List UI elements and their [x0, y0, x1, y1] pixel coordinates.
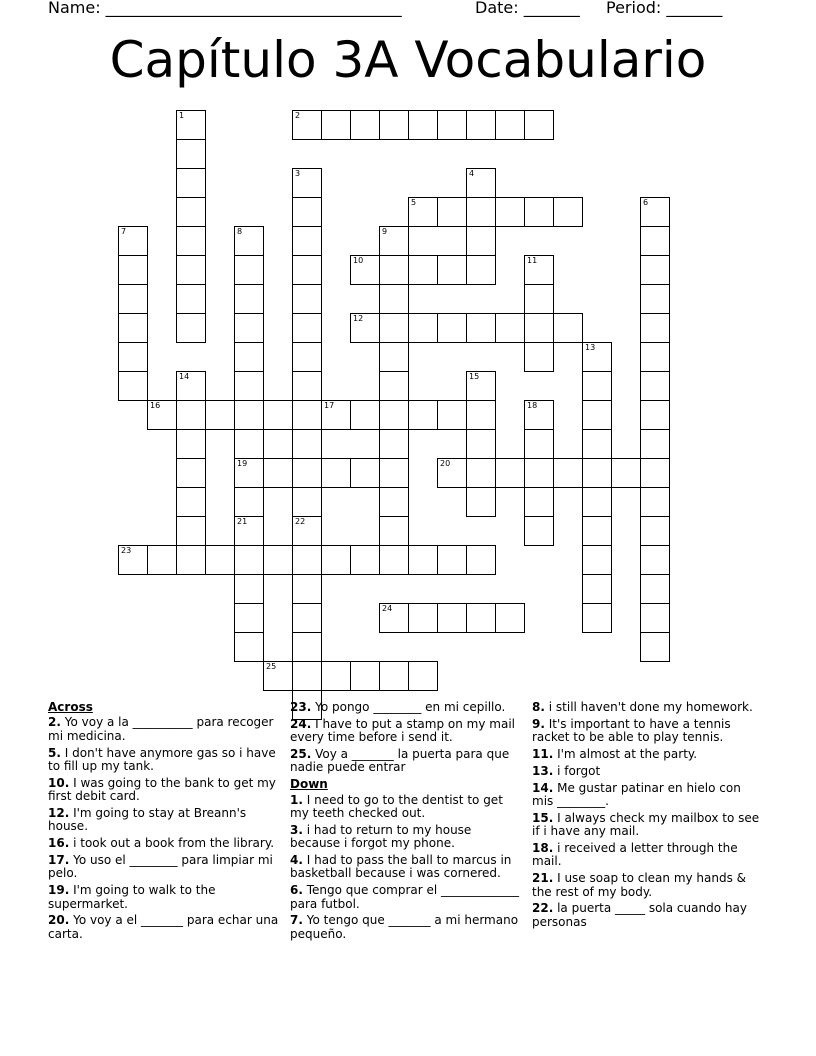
clue-number: 15.: [532, 810, 554, 825]
clue-item: [48, 747, 280, 774]
clue-item: [532, 842, 764, 869]
clue-number: 16.: [48, 836, 70, 851]
crossword-cell[interactable]: [582, 487, 612, 517]
crossword-cell[interactable]: [292, 574, 322, 604]
clue-item: [532, 812, 764, 839]
clue-text: I'm almost at the party.: [557, 747, 698, 761]
crossword-cell[interactable]: [379, 661, 409, 691]
clue-text: Yo voy a el _______ para echar una carta.: [48, 913, 279, 941]
crossword-cell[interactable]: [176, 110, 206, 140]
clue-text: I use soap to clean my hands & the rest of my body.: [532, 871, 747, 899]
crossword-cell[interactable]: [582, 516, 612, 546]
clue-text: Yo tengo que _______ a mi hermano pequeño.: [290, 913, 519, 941]
crossword-cell[interactable]: [524, 197, 554, 227]
crossword-cell[interactable]: [292, 429, 322, 459]
clues-column-2: [290, 701, 522, 945]
crossword-cell[interactable]: [379, 226, 409, 256]
crossword-cell[interactable]: [408, 197, 438, 227]
crossword-cell[interactable]: [176, 371, 206, 401]
crossword-cell[interactable]: [524, 284, 554, 314]
crossword-cell[interactable]: [292, 197, 322, 227]
crossword-cell[interactable]: [292, 516, 322, 546]
crossword-cell[interactable]: [350, 458, 380, 488]
clue-text: i received a letter through the mail.: [532, 841, 738, 869]
crossword-cell[interactable]: [292, 603, 322, 633]
crossword-cell[interactable]: [176, 545, 206, 575]
clue-number: 7.: [290, 913, 303, 928]
clue-item: [48, 716, 280, 743]
date-field-label[interactable]: Date: _______: [475, 0, 580, 17]
crossword-cell[interactable]: [292, 661, 322, 691]
crossword-cell[interactable]: [640, 226, 670, 256]
crossword-cell[interactable]: [582, 342, 612, 372]
clue-number: 3.: [290, 822, 303, 837]
crossword-cell[interactable]: [350, 313, 380, 343]
clue-item: [290, 748, 522, 775]
crossword-cell[interactable]: [292, 545, 322, 575]
crossword-cell[interactable]: [553, 197, 583, 227]
crossword-cell[interactable]: [466, 487, 496, 517]
clue-number: 11.: [532, 747, 554, 761]
cell-number: 16: [150, 401, 161, 410]
clue-text: I was going to the bank to get my first debit card.: [48, 775, 276, 804]
clue-item: [48, 777, 280, 804]
crossword-cell[interactable]: [640, 603, 670, 633]
clue-text: i had to return to my house because i forgot my phone.: [290, 822, 472, 851]
cell-number: 23: [121, 546, 132, 555]
clue-text: la puerta _____ sola cuando hay personas: [532, 901, 747, 929]
page-title: Capítulo 3A Vocabulario: [109, 31, 707, 89]
cell-number: 14: [179, 372, 190, 381]
clue-number: 14.: [532, 780, 554, 795]
crossword-cell[interactable]: [495, 313, 525, 343]
clue-number: 20.: [48, 913, 70, 928]
crossword-cell[interactable]: [205, 400, 235, 430]
crossword-cell[interactable]: [553, 458, 583, 488]
cell-number: 18: [527, 401, 538, 410]
crossword-cell[interactable]: [292, 400, 322, 430]
crossword-cell[interactable]: [234, 371, 264, 401]
crossword-cell[interactable]: [466, 458, 496, 488]
crossword-cell[interactable]: [176, 255, 206, 285]
crossword-cell[interactable]: [147, 545, 177, 575]
crossword-cell[interactable]: [640, 284, 670, 314]
crossword-cell[interactable]: [176, 400, 206, 430]
clue-item: [532, 718, 764, 745]
crossword-cell[interactable]: [524, 458, 554, 488]
crossword-cell[interactable]: [379, 429, 409, 459]
crossword-cell[interactable]: [466, 603, 496, 633]
crossword-cell[interactable]: [408, 400, 438, 430]
clue-number: 12.: [48, 806, 70, 821]
crossword-cell[interactable]: [582, 458, 612, 488]
crossword-cell[interactable]: [379, 487, 409, 517]
crossword-cell[interactable]: [379, 603, 409, 633]
crossword-cell[interactable]: [321, 545, 351, 575]
crossword-cell[interactable]: [234, 342, 264, 372]
clue-text: Yo voy a la __________ para recoger mi medicina.: [48, 715, 274, 743]
crossword-cell[interactable]: [640, 342, 670, 372]
crossword-cell[interactable]: [524, 429, 554, 459]
clue-text: I have to put a stamp on my mail every time before i send it.: [290, 716, 515, 745]
crossword-cell[interactable]: [350, 255, 380, 285]
crossword-cell[interactable]: [582, 603, 612, 633]
crossword-cell[interactable]: [524, 313, 554, 343]
clue-number: 13.: [532, 763, 554, 778]
crossword-cell[interactable]: [582, 574, 612, 604]
clue-text: I need to go to the dentist to get my teeth checked out.: [290, 792, 503, 821]
crossword-cell[interactable]: [640, 458, 670, 488]
crossword-cell[interactable]: [321, 110, 351, 140]
clue-number: 24.: [290, 716, 312, 731]
crossword-cell[interactable]: [437, 603, 467, 633]
crossword-cell[interactable]: [466, 400, 496, 430]
clue-item: [532, 765, 764, 778]
clue-text: i still haven't done my homework.: [548, 700, 753, 714]
clue-item: [532, 902, 764, 929]
crossword-cell[interactable]: [466, 313, 496, 343]
crossword-cell[interactable]: [640, 313, 670, 343]
crossword-cell[interactable]: [292, 284, 322, 314]
crossword-cell[interactable]: [408, 255, 438, 285]
clue-number: 17.: [48, 853, 70, 868]
crossword-cell[interactable]: [350, 400, 380, 430]
crossword-cell[interactable]: [234, 487, 264, 517]
crossword-cell[interactable]: [379, 110, 409, 140]
crossword-cell[interactable]: [292, 313, 322, 343]
crossword-cell[interactable]: [582, 429, 612, 459]
crossword-cell[interactable]: [379, 342, 409, 372]
crossword-cell[interactable]: [176, 313, 206, 343]
crossword-cell[interactable]: [640, 632, 670, 662]
crossword-cell[interactable]: [495, 603, 525, 633]
crossword-cell[interactable]: [466, 545, 496, 575]
cell-number: 3: [295, 169, 301, 178]
clue-number: 4.: [290, 853, 303, 868]
crossword-cell[interactable]: [408, 661, 438, 691]
crossword-cell[interactable]: [466, 226, 496, 256]
clue-text: Yo uso el ________ para limpiar mi pelo.: [48, 853, 273, 881]
crossword-cell[interactable]: [176, 139, 206, 169]
clue-number: 22.: [532, 901, 554, 916]
crossword-cell[interactable]: [321, 458, 351, 488]
cell-number: 7: [121, 227, 127, 236]
clue-text: I always check my mailbox to see if i have any mail.: [532, 810, 760, 839]
clue-item: [532, 748, 764, 761]
clue-number: 1.: [290, 792, 303, 807]
crossword-cell[interactable]: [408, 545, 438, 575]
clue-number: 18.: [532, 841, 554, 855]
crossword-cell[interactable]: [437, 255, 467, 285]
crossword-cell[interactable]: [350, 661, 380, 691]
cell-number: 12: [353, 314, 364, 323]
clue-number: 9.: [532, 716, 545, 731]
crossword-cell[interactable]: [176, 168, 206, 198]
clue-number: 19.: [48, 883, 70, 898]
crossword-cell[interactable]: [640, 516, 670, 546]
crossword-cell[interactable]: [437, 313, 467, 343]
crossword-cell[interactable]: [582, 371, 612, 401]
clue-text: Voy a _______ la puerta para que nadie puede entrar: [290, 747, 510, 775]
clue-number: 6.: [290, 883, 303, 898]
crossword-cell[interactable]: [640, 545, 670, 575]
crossword-cell[interactable]: [292, 226, 322, 256]
crossword-cell[interactable]: [292, 632, 322, 662]
crossword-cell[interactable]: [350, 545, 380, 575]
crossword-cell[interactable]: [640, 371, 670, 401]
cell-number: 20: [440, 459, 451, 468]
crossword-cell[interactable]: [466, 371, 496, 401]
crossword-cell[interactable]: [321, 661, 351, 691]
clue-item: [532, 872, 764, 899]
clue-text: Yo pongo ________ en mi cepillo.: [315, 700, 506, 714]
clue-item: [290, 884, 522, 911]
crossword-cell[interactable]: [234, 516, 264, 546]
crossword-cell[interactable]: [176, 197, 206, 227]
cell-number: 1: [179, 111, 185, 120]
clue-item: [290, 854, 522, 881]
crossword-cell[interactable]: [408, 110, 438, 140]
clue-item: [290, 824, 522, 851]
across-heading: Across: [48, 700, 93, 714]
cell-number: 5: [411, 198, 417, 207]
crossword-cell[interactable]: [640, 429, 670, 459]
clue-text: I had to pass the ball to marcus in basketball because i was cornered.: [290, 853, 512, 881]
crossword-cell[interactable]: [379, 516, 409, 546]
cell-number: 17: [324, 401, 335, 410]
crossword-cell[interactable]: [437, 197, 467, 227]
crossword-cell[interactable]: [379, 255, 409, 285]
cell-number: 24: [382, 604, 393, 613]
clue-item: [48, 914, 280, 941]
crossword-cell[interactable]: [234, 226, 264, 256]
crossword-cell[interactable]: [437, 458, 467, 488]
clue-number: 8.: [532, 700, 545, 714]
cell-number: 25: [266, 662, 277, 671]
crossword-cell[interactable]: [292, 342, 322, 372]
cell-number: 22: [295, 517, 306, 526]
crossword-cell[interactable]: [176, 487, 206, 517]
clue-item: [532, 701, 764, 714]
clue-number: 5.: [48, 745, 61, 760]
clue-text: i forgot: [557, 763, 601, 778]
crossword-cell[interactable]: [437, 110, 467, 140]
crossword-cell[interactable]: [263, 661, 293, 691]
clue-text: Tengo que comprar el _____________ para futbol.: [290, 883, 520, 911]
crossword-cell[interactable]: [263, 458, 293, 488]
crossword-cell[interactable]: [495, 110, 525, 140]
crossword-cell[interactable]: [176, 429, 206, 459]
crossword-cell[interactable]: [524, 516, 554, 546]
crossword-cell[interactable]: [118, 371, 148, 401]
down-heading: Down: [290, 777, 328, 792]
name-field-label[interactable]: Name: _____________________________________: [48, 0, 402, 17]
crossword-cell[interactable]: [292, 458, 322, 488]
clue-item: [290, 718, 522, 745]
crossword-cell[interactable]: [350, 110, 380, 140]
crossword-cell[interactable]: [118, 342, 148, 372]
crossword-cell[interactable]: [582, 545, 612, 575]
cell-number: 2: [295, 111, 301, 120]
crossword-cell[interactable]: [524, 487, 554, 517]
cell-number: 10: [353, 256, 364, 265]
crossword-cell[interactable]: [118, 545, 148, 575]
crossword-cell[interactable]: [437, 545, 467, 575]
crossword-cell[interactable]: [611, 458, 641, 488]
crossword-cell[interactable]: [234, 313, 264, 343]
crossword-cell[interactable]: [408, 603, 438, 633]
cell-number: 13: [585, 343, 596, 352]
crossword-cell[interactable]: [379, 284, 409, 314]
crossword-cell[interactable]: [176, 226, 206, 256]
crossword-cell[interactable]: [379, 545, 409, 575]
crossword-cell[interactable]: [234, 574, 264, 604]
crossword-cell[interactable]: [379, 371, 409, 401]
crossword-cell[interactable]: [176, 516, 206, 546]
clue-number: 23.: [290, 700, 312, 714]
crossword-cell[interactable]: [292, 371, 322, 401]
crossword-cell[interactable]: [640, 197, 670, 227]
crossword-cell[interactable]: [147, 400, 177, 430]
clue-item: [48, 884, 280, 911]
cell-number: 15: [469, 372, 480, 381]
cell-number: 19: [237, 459, 248, 468]
clue-item: [48, 854, 280, 881]
crossword-cell[interactable]: [118, 313, 148, 343]
crossword-cell[interactable]: [524, 110, 554, 140]
crossword-cell[interactable]: [524, 342, 554, 372]
crossword-cell[interactable]: [582, 400, 612, 430]
clues-column-3: [532, 701, 764, 933]
clue-item: [48, 807, 280, 834]
crossword-cell[interactable]: [205, 545, 235, 575]
clue-text: I'm going to stay at Breann's house.: [48, 806, 247, 834]
clue-item: [48, 837, 280, 850]
cell-number: 11: [527, 256, 538, 265]
clue-text: It's important to have a tennis racket to be able to play tennis.: [532, 716, 731, 745]
clue-item: [290, 914, 522, 941]
clue-text: I'm going to walk to the supermarket.: [48, 883, 216, 911]
cell-number: 4: [469, 169, 475, 178]
clue-item: [290, 794, 522, 821]
crossword-cell[interactable]: [234, 458, 264, 488]
crossword-cell[interactable]: [495, 458, 525, 488]
crossword-cell[interactable]: [640, 400, 670, 430]
crossword-cell[interactable]: [321, 400, 351, 430]
crossword-cell[interactable]: [234, 400, 264, 430]
crossword-cell[interactable]: [640, 574, 670, 604]
crossword-cell[interactable]: [176, 458, 206, 488]
crossword-cell[interactable]: [495, 197, 525, 227]
clue-text: Me gustar patinar en hielo con mis ________.: [532, 780, 741, 808]
crossword-cell[interactable]: [524, 400, 554, 430]
clue-number: 21.: [532, 871, 554, 886]
clue-number: 10.: [48, 775, 70, 790]
crossword-cell[interactable]: [176, 284, 206, 314]
crossword-cell[interactable]: [408, 313, 438, 343]
clue-number: 2.: [48, 715, 61, 730]
crossword-cell[interactable]: [466, 110, 496, 140]
cell-number: 9: [382, 227, 388, 236]
crossword-cell[interactable]: [553, 313, 583, 343]
crossword-cell[interactable]: [466, 429, 496, 459]
crossword-cell[interactable]: [118, 284, 148, 314]
crossword-cell[interactable]: [292, 168, 322, 198]
cell-number: 6: [643, 198, 649, 207]
period-field-label[interactable]: Period: _______: [606, 0, 723, 17]
crossword-cell[interactable]: [466, 168, 496, 198]
crossword-cell[interactable]: [292, 110, 322, 140]
crossword-cell[interactable]: [466, 255, 496, 285]
crossword-cell[interactable]: [466, 197, 496, 227]
clue-text: I don't have anymore gas so i have to fill up my tank.: [48, 745, 276, 774]
crossword-cell[interactable]: [292, 255, 322, 285]
clue-item: [290, 701, 522, 714]
crossword-cell[interactable]: [234, 545, 264, 575]
crossword-cell[interactable]: [234, 603, 264, 633]
crossword-cell[interactable]: [263, 400, 293, 430]
crossword-cell[interactable]: [640, 255, 670, 285]
crossword-cell[interactable]: [437, 400, 467, 430]
clue-number: 25.: [290, 747, 312, 761]
crossword-cell[interactable]: [379, 400, 409, 430]
crossword-cell[interactable]: [263, 545, 293, 575]
clue-item: [532, 782, 764, 809]
cell-number: 8: [237, 227, 243, 236]
crossword-cell[interactable]: [234, 284, 264, 314]
crossword-cell[interactable]: [292, 487, 322, 517]
crossword-cell[interactable]: [234, 632, 264, 662]
crossword-cell[interactable]: [234, 255, 264, 285]
clues-column-1: [48, 701, 280, 945]
crossword-cell[interactable]: [524, 255, 554, 285]
crossword-cell[interactable]: [234, 429, 264, 459]
crossword-cell[interactable]: [118, 226, 148, 256]
crossword-cell[interactable]: [379, 313, 409, 343]
clue-text: i took out a book from the library.: [73, 836, 275, 851]
crossword-cell[interactable]: [379, 458, 409, 488]
cell-number: 21: [237, 517, 248, 526]
crossword-cell[interactable]: [640, 487, 670, 517]
crossword-cell[interactable]: [118, 255, 148, 285]
